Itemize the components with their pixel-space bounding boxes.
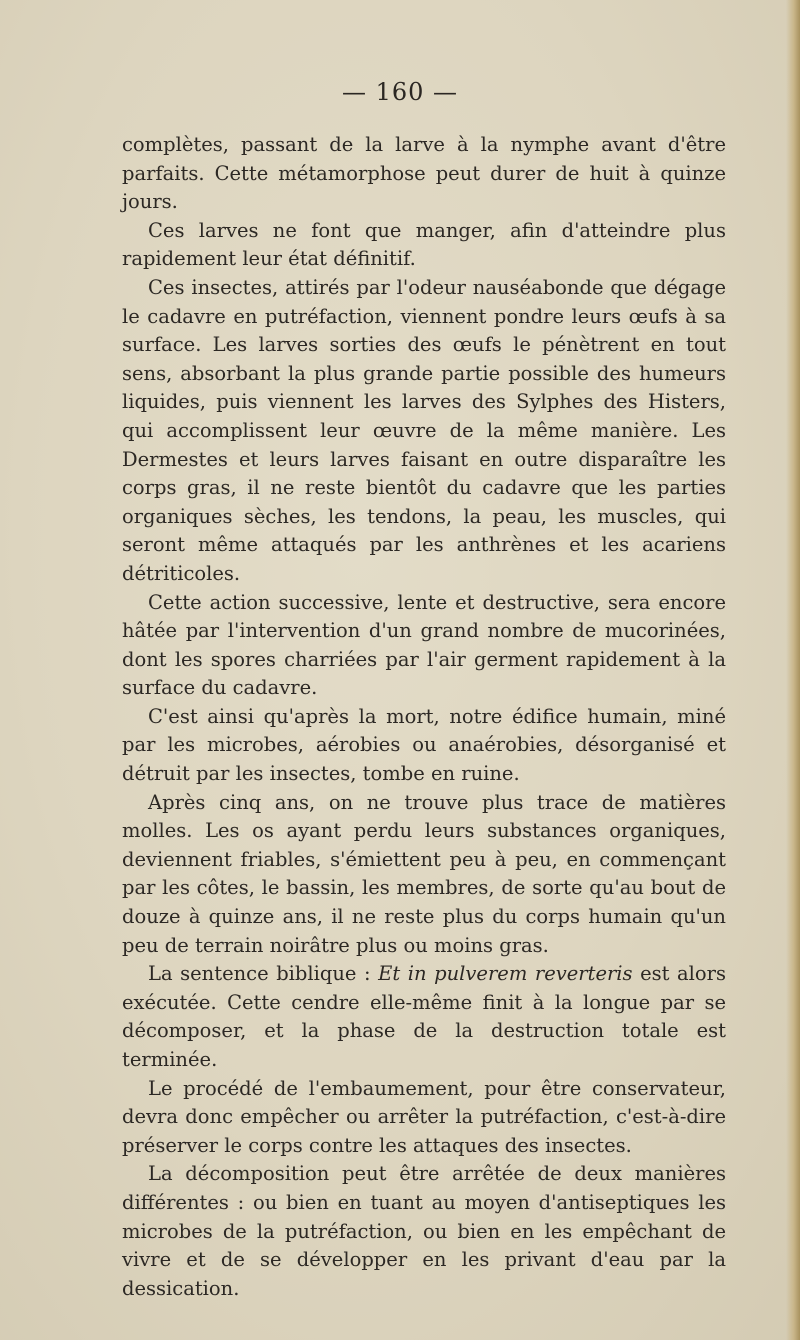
page-number: — 160 —: [341, 78, 459, 106]
sentence-intro: La sentence biblique :: [148, 962, 379, 986]
body-text: [122, 131, 726, 1303]
paragraph-6: Après cinq ans, on ne trouve plus trace de matières molles. Les os ayant perdu leurs substances organiques, deviennent friables, s'émiettent peu à peu, en commençant par les côtes, le bassin, les membres, de sorte qu'au bout de douze à quinze ans, il ne reste plus du corps humain qu'un peu de terrain noirâtre plus ou moins gras.: [122, 790, 726, 957]
latin-quote: Et in pulverem reverteris: [378, 962, 633, 986]
paragraph-2: Ces larves ne font que manger, afin d'atteindre plus rapidement leur état définitif.: [122, 218, 726, 271]
paragraph-5: C'est ainsi qu'après la mort, notre édifice humain, miné par les microbes, aérobies ou anaérobies, désorganisé et détruit par les insectes, tombe en ruine.: [122, 704, 726, 786]
sentence-rest: est alors exécutée. Cette cendre elle-même finit à la longue par se décomposer, et la phase de la destruction totale est terminée.: [122, 962, 726, 1071]
paragraph-9: La décomposition peut être arrêtée de deux manières différentes : ou bien en tuant au moyen d'antiseptiques les microbes de la putréfaction, ou bien en les empêchant de vivre et de se développer en les privant d'eau par la dessication.: [122, 1162, 726, 1300]
paragraph-1: complètes, passant de la larve à la nymphe avant d'être parfaits. Cette métamorphose peut durer de huit à quinze jours.: [122, 133, 726, 214]
paragraph-3: Ces insectes, attirés par l'odeur nauséabonde que dégage le cadavre en putréfaction, viennent pondre leurs œufs à sa surface. Les larves sorties des œufs le pénètrent en tout sens, absorbant la plus grande partie possible des humeurs liquides, puis viennent les larves des Sylphes des Histers, qui accomplissent leur œuvre de la même manière. Les Dermestes et leurs larves faisant en outre disparaître les corps gras, il ne reste bientôt du cadavre que les parties organiques sèches, les tendons, la peau, les muscles, qui seront même attaqués par les anthrènes et les acariens détriticoles.: [122, 275, 726, 585]
paragraph-8: Le procédé de l'embaumement, pour être conservateur, devra donc empêcher ou arrêter la putréfaction, c'est-à-dire préserver le corps contre les attaques des insectes.: [122, 1076, 726, 1157]
page-edge-shadow: [786, 0, 800, 1340]
paragraph-4: Cette action successive, lente et destructive, sera encore hâtée par l'intervention d'un grand nombre de mucorinées, dont les spores charriées par l'air germent rapidement à la surface du cadavre.: [122, 590, 726, 700]
paragraph-7: [122, 960, 726, 1074]
